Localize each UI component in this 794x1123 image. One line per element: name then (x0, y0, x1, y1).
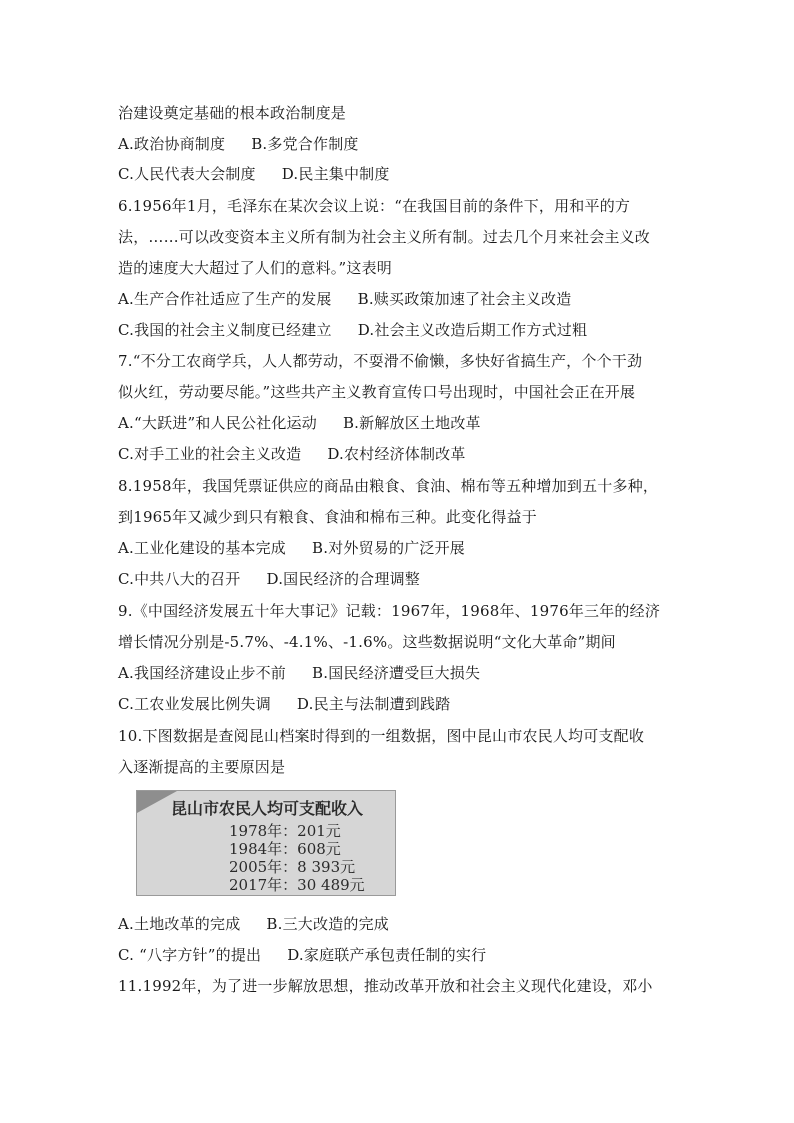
figure-row: 2005年：8 393元 (229, 858, 356, 876)
option-a: A.“大跃进”和人民公社化运动 (118, 414, 317, 432)
option-d: D.社会主义改造后期工作方式过粗 (357, 321, 588, 339)
option-b: B.对外贸易的广泛开展 (312, 539, 466, 557)
question-8-stem-line-1: 8.1958年，我国凭票证供应的商品由粮食、食油、棉布等五种增加到五十多种， (118, 477, 659, 495)
question-10-stem-line-2: 入逐渐提高的主要原因是 (118, 758, 286, 776)
question-5-options-cd (118, 164, 390, 184)
option-c: C. “八字方针”的提出 (118, 946, 262, 964)
figure-row: 1984年：608元 (229, 840, 341, 858)
option-c: C.工农业发展比例失调 (118, 695, 271, 713)
option-c: C.人民代表大会制度 (118, 165, 256, 183)
income-figure (136, 790, 396, 896)
option-c: C.对手工业的社会主义改造 (118, 445, 302, 463)
question-8-options-cd (118, 569, 420, 589)
question-6-options-cd (118, 320, 587, 340)
option-d: D.民主与法制遭到践踏 (296, 695, 451, 713)
option-d: D.农村经济体制改革 (327, 445, 466, 463)
option-b: B.新解放区土地改革 (342, 414, 481, 432)
question-10-options-cd (118, 945, 486, 965)
question-7-stem-line-1: 7.“不分工农商学兵，人人都劳动，不耍滑不偷懒，多快好省搞生产，个个干劲 (118, 352, 643, 370)
question-7-stem-line-2: 似火红，劳动要尽能。”这些共产主义教育宣传口号出现时，中国社会正在开展 (118, 383, 636, 401)
question-6-stem-line-1: 6.1956年1月，毛泽东在某次会议上说：“在我国目前的条件下，用和平的方 (118, 197, 631, 215)
option-d: D.家庭联产承包责任制的实行 (287, 946, 487, 964)
question-6-stem-line-3: 造的速度大大超过了人们的意料。”这表明 (118, 259, 392, 277)
option-a: A.我国经济建设止步不前 (118, 664, 287, 682)
question-8-stem-line-2: 到1965年又减少到只有粮食、食油和棉布三种。此变化得益于 (118, 508, 537, 526)
question-10-stem-line-1: 10.下图数据是查阅昆山档案时得到的一组数据，图中昆山市农民人均可支配收 (118, 727, 645, 745)
option-a: A.土地改革的完成 (118, 915, 241, 933)
question-6-options-ab (118, 289, 571, 309)
figure-row: 2017年：30 489元 (229, 876, 365, 894)
question-7-options-ab (118, 413, 481, 433)
question-11-stem-line-1: 11.1992年，为了进一步解放思想，推动改革开放和社会主义现代化建设，邓小 (118, 977, 653, 995)
option-a: A.工业化建设的基本完成 (118, 539, 287, 557)
figure-row: 1978年：201元 (229, 822, 341, 840)
question-10-options-ab (118, 914, 389, 934)
option-a: A.生产合作社适应了生产的发展 (118, 290, 332, 308)
option-c: C.中共八大的召开 (118, 570, 241, 588)
option-c: C.我国的社会主义制度已经建立 (118, 321, 332, 339)
option-b: B.赎买政策加速了社会主义改造 (357, 290, 572, 308)
option-d: D.民主集中制度 (281, 165, 390, 183)
question-6-stem-line-2: 法，……可以改变资本主义所有制为社会主义所有制。过去几个月来社会主义改 (118, 228, 651, 246)
question-9-stem-line-1: 9.《中国经济发展五十年大事记》记载：1967年，1968年、1976年三年的经济 (118, 602, 661, 620)
question-7-options-cd (118, 444, 466, 464)
figure-title: 昆山市农民人均可支配收入 (171, 799, 364, 818)
option-a: A.政治协商制度 (118, 135, 226, 153)
question-5-stem-end: 治建设奠定基础的根本政治制度是 (118, 104, 347, 122)
question-5-options-ab (118, 134, 359, 154)
question-9-options-ab (118, 663, 480, 683)
option-b: B.国民经济遭受巨大损失 (312, 664, 481, 682)
option-b: B.三大改造的完成 (266, 915, 389, 933)
question-9-options-cd (118, 694, 450, 714)
question-8-options-ab (118, 538, 465, 558)
question-9-stem-line-2: 增长情况分别是-5.7%、-4.1%、-1.6%。这些数据说明“文化大革命”期间 (118, 633, 616, 651)
option-b: B.多党合作制度 (251, 135, 359, 153)
option-d: D.国民经济的合理调整 (266, 570, 420, 588)
